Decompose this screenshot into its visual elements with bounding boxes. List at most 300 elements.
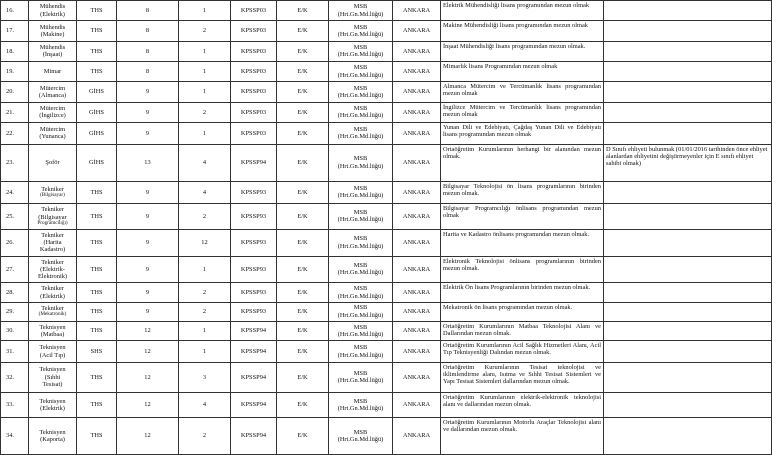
- institution-line: MSB: [353, 262, 368, 270]
- quota-count-cell: 2: [179, 283, 231, 302]
- city-cell: ANKARA: [393, 362, 441, 392]
- institution-line: MSB: [353, 235, 368, 243]
- city-cell: ANKARA: [393, 283, 441, 302]
- grade-cell: 9: [117, 122, 179, 144]
- institution-line: (Hrt.Gn.Md.lüğü): [337, 435, 384, 443]
- gender-cell: E/K: [277, 362, 329, 392]
- institution-cell: [329, 144, 393, 181]
- class-code-cell: GİHS: [77, 122, 117, 144]
- gender-cell: E/K: [277, 1, 329, 21]
- institution-line: (Hrt.Gn.Md.lüğü): [337, 10, 384, 18]
- row-number-cell: 21.: [1, 102, 29, 122]
- position-title-cell: [29, 283, 77, 302]
- position-title-cell: [29, 321, 77, 341]
- grade-cell: 8: [117, 61, 179, 81]
- position-title-cell: [29, 102, 77, 122]
- gender-cell: E/K: [277, 229, 329, 256]
- position-title-cell: [29, 61, 77, 81]
- institution-line: (Hrt.Gn.Md.lüğü): [337, 133, 384, 141]
- position-title-line: (İnşaat): [42, 51, 63, 59]
- position-title-line: Teknisyen: [39, 366, 66, 374]
- table-row: [1, 229, 772, 256]
- position-title-line: (Bilgisayar: [38, 213, 67, 221]
- position-title-line: (Yunanca): [39, 133, 66, 141]
- quota-count-cell: 4: [179, 144, 231, 181]
- position-title-cell: [29, 181, 77, 204]
- gender-cell: E/K: [277, 321, 329, 341]
- table-row: [1, 21, 772, 41]
- institution-cell: [329, 256, 393, 283]
- grade-cell: 8: [117, 41, 179, 61]
- city-cell: ANKARA: [393, 321, 441, 341]
- row-number-cell: 32.: [1, 362, 29, 392]
- grade-cell: 12: [117, 341, 179, 363]
- grade-cell: 13: [117, 144, 179, 181]
- gender-cell: E/K: [277, 61, 329, 81]
- institution-line: (Hrt.Gn.Md.lüğü): [337, 112, 384, 120]
- institution-line: (Hrt.Gn.Md.lüğü): [337, 30, 384, 38]
- table-row: [1, 417, 772, 454]
- institution-line: (Hrt.Gn.Md.lüğü): [337, 71, 384, 79]
- institution-line: (Hrt.Gn.Md.lüğü): [337, 51, 384, 59]
- quota-count-cell: 3: [179, 362, 231, 392]
- city-cell: ANKARA: [393, 392, 441, 417]
- institution-cell: [329, 283, 393, 302]
- institution-line: (Hrt.Gn.Md.lüğü): [337, 377, 384, 385]
- extra-note-cell: [604, 417, 772, 454]
- table-row: [1, 283, 772, 302]
- class-code-cell: THS: [77, 392, 117, 417]
- institution-cell: [329, 321, 393, 341]
- institution-cell: [329, 392, 393, 417]
- institution-line: (Hrt.Gn.Md.lüğü): [337, 162, 384, 170]
- exam-score-type-cell: KPSSP03: [231, 102, 277, 122]
- requirement-text-cell: Yunan Dili ve Edebiyatı, Çağdaş Yunan Dili ve Edebiyatı lisans programından mezun olmak: [441, 122, 604, 144]
- quota-count-cell: 2: [179, 102, 231, 122]
- gender-cell: E/K: [277, 21, 329, 41]
- position-title-line: Tekniker: [41, 206, 64, 214]
- requirement-text-cell: Mekatronik ön lisans programından mezun olmak.: [441, 302, 604, 321]
- grade-cell: 9: [117, 229, 179, 256]
- city-cell: ANKARA: [393, 1, 441, 21]
- position-title-line: Mühendis: [39, 23, 66, 31]
- position-title-cell: [29, 41, 77, 61]
- exam-score-type-cell: KPSSP94: [231, 321, 277, 341]
- row-number-cell: 26.: [1, 229, 29, 256]
- city-cell: ANKARA: [393, 122, 441, 144]
- position-title-cell: [29, 362, 77, 392]
- position-title-line: (Acil Tıp): [39, 351, 66, 359]
- row-number-cell: 22.: [1, 122, 29, 144]
- requirement-text-cell: İngilizce Mütercim ve Tercümanlık lisans programından mezun olmak: [441, 102, 604, 122]
- position-title-line: Tekniker: [41, 231, 64, 239]
- position-title-line: Teknisyen: [39, 344, 66, 352]
- institution-line: MSB: [353, 344, 368, 352]
- position-title-line: (Elektrik): [40, 10, 65, 18]
- institution-cell: [329, 362, 393, 392]
- row-number-cell: 25.: [1, 204, 29, 229]
- class-code-cell: THS: [77, 302, 117, 321]
- class-code-cell: GİHS: [77, 82, 117, 102]
- class-code-cell: THS: [77, 417, 117, 454]
- institution-line: (Hrt.Gn.Md.lüğü): [337, 311, 384, 319]
- quota-count-cell: 1: [179, 122, 231, 144]
- position-title-line: Teknisyen: [39, 323, 66, 331]
- institution-line: MSB: [353, 323, 368, 331]
- city-cell: ANKARA: [393, 204, 441, 229]
- requirement-text-cell: Elektrik Mühendisliği lisans programından mezun olmak: [441, 1, 604, 21]
- table-row: [1, 102, 772, 122]
- position-title-line: (Elektrik): [40, 404, 65, 412]
- extra-note-cell: [604, 321, 772, 341]
- row-number-cell: 34.: [1, 417, 29, 454]
- requirement-text-cell: Elektrik Ön lisans Programlarının birinden mezun olmak.: [441, 283, 604, 302]
- extra-note-cell: [604, 229, 772, 256]
- class-code-cell: THS: [77, 21, 117, 41]
- exam-score-type-cell: KPSSP94: [231, 417, 277, 454]
- city-cell: ANKARA: [393, 181, 441, 204]
- position-title-line: (Elektrik-: [40, 265, 65, 273]
- extra-note-cell: [604, 341, 772, 363]
- quota-count-cell: 2: [179, 204, 231, 229]
- institution-line: (Hrt.Gn.Md.lüğü): [337, 242, 384, 250]
- institution-line: MSB: [353, 428, 368, 436]
- position-title-line: (Harita: [43, 238, 62, 246]
- row-number-cell: 27.: [1, 256, 29, 283]
- city-cell: ANKARA: [393, 302, 441, 321]
- institution-line: MSB: [353, 44, 368, 52]
- gender-cell: E/K: [277, 417, 329, 454]
- position-title-line: Kadastro): [39, 246, 66, 254]
- exam-score-type-cell: KPSSP93: [231, 181, 277, 204]
- position-title-line: (Bilgisayar): [40, 192, 65, 199]
- gender-cell: E/K: [277, 392, 329, 417]
- position-title-line: Tekniker: [41, 258, 64, 266]
- table-row: [1, 82, 772, 102]
- requirement-text-cell: Harita ve Kadastro önlisans programından mezun olmak.: [441, 229, 604, 256]
- grade-cell: 12: [117, 417, 179, 454]
- institution-line: (Hrt.Gn.Md.lüğü): [337, 192, 384, 200]
- position-title-line: Tekniker: [41, 185, 64, 193]
- institution-line: (Hrt.Gn.Md.lüğü): [337, 351, 384, 359]
- city-cell: ANKARA: [393, 417, 441, 454]
- position-title-cell: [29, 341, 77, 363]
- table-row: [1, 392, 772, 417]
- gender-cell: E/K: [277, 41, 329, 61]
- row-number-cell: 19.: [1, 61, 29, 81]
- class-code-cell: GİHS: [77, 102, 117, 122]
- extra-note-cell: [604, 302, 772, 321]
- row-number-cell: 28.: [1, 283, 29, 302]
- position-title-line: (İngilizce): [39, 112, 66, 120]
- row-number-cell: 20.: [1, 82, 29, 102]
- institution-line: MSB: [353, 304, 368, 312]
- exam-score-type-cell: KPSSP03: [231, 61, 277, 81]
- institution-line: (Hrt.Gn.Md.lüğü): [337, 91, 384, 99]
- institution-line: MSB: [353, 185, 368, 193]
- position-title-line: (Elektrik): [40, 292, 65, 300]
- requirement-text-cell: Ortaöğretim Kurumlarının elektrik-elektronik teknolojisi alanı ve dallarından mezun olmak.: [441, 392, 604, 417]
- institution-cell: [329, 21, 393, 41]
- position-title-cell: [29, 144, 77, 181]
- class-code-cell: THS: [77, 321, 117, 341]
- requirement-text-cell: Ortaöğretim Kurumlarının Acil Sağlık Hizmetleri Alanı, Acil Tıp Teknisyenliği Dalından mezun olmak.: [441, 341, 604, 363]
- institution-line: MSB: [353, 105, 368, 113]
- city-cell: ANKARA: [393, 21, 441, 41]
- gender-cell: E/K: [277, 102, 329, 122]
- table-row: [1, 321, 772, 341]
- institution-line: MSB: [353, 84, 368, 92]
- city-cell: ANKARA: [393, 61, 441, 81]
- exam-score-type-cell: KPSSP94: [231, 392, 277, 417]
- row-number-cell: 24.: [1, 181, 29, 204]
- requirement-text-cell: Ortaöğretim Kurumlarının herhangi bir alanından mezun olmak.: [441, 144, 604, 181]
- class-code-cell: THS: [77, 181, 117, 204]
- grade-cell: 12: [117, 362, 179, 392]
- table-row: [1, 41, 772, 61]
- position-title-line: Programcılığı): [37, 219, 68, 226]
- requirement-text-cell: İnşaat Mühendisliği lisans programından mezun olmak.: [441, 41, 604, 61]
- quota-count-cell: 1: [179, 256, 231, 283]
- position-title-line: (Kaporta): [40, 435, 65, 443]
- extra-note-cell: [604, 61, 772, 81]
- gender-cell: E/K: [277, 302, 329, 321]
- grade-cell: 12: [117, 392, 179, 417]
- position-title-cell: [29, 122, 77, 144]
- exam-score-type-cell: KPSSP94: [231, 362, 277, 392]
- requirement-text-cell: Bilgisayar Programcılığı önlisans programından mezun olmak: [441, 204, 604, 229]
- quota-count-cell: 2: [179, 417, 231, 454]
- institution-cell: [329, 61, 393, 81]
- institution-line: (Hrt.Gn.Md.lüğü): [337, 404, 384, 412]
- position-title-cell: [29, 229, 77, 256]
- extra-note-cell: [604, 362, 772, 392]
- quota-count-cell: 1: [179, 41, 231, 61]
- institution-cell: [329, 1, 393, 21]
- class-code-cell: THS: [77, 283, 117, 302]
- class-code-cell: THS: [77, 61, 117, 81]
- quota-count-cell: 4: [179, 392, 231, 417]
- institution-cell: [329, 302, 393, 321]
- gender-cell: E/K: [277, 181, 329, 204]
- extra-note-cell: [604, 82, 772, 102]
- quota-count-cell: 12: [179, 229, 231, 256]
- institution-line: MSB: [353, 285, 368, 293]
- extra-note-cell: [604, 283, 772, 302]
- position-title-line: Mütercim: [39, 126, 66, 134]
- extra-note-cell: [604, 122, 772, 144]
- grade-cell: 12: [117, 321, 179, 341]
- row-number-cell: 29.: [1, 302, 29, 321]
- exam-score-type-cell: KPSSP03: [231, 1, 277, 21]
- requirement-text-cell: Ortaöğretim Kurumlarının Tesisat teknolojisi ve iklimlendirme alanı, Isıtma ve Sıhhi Tesisat Sistemleri ve Yapı Tesisat Sistemleri dallarından mezun olmak.: [441, 362, 604, 392]
- exam-score-type-cell: KPSSP03: [231, 21, 277, 41]
- quota-count-cell: 2: [179, 21, 231, 41]
- row-number-cell: 33.: [1, 392, 29, 417]
- position-title-line: Teknisyen: [39, 397, 66, 405]
- city-cell: ANKARA: [393, 82, 441, 102]
- table-row: [1, 341, 772, 363]
- exam-score-type-cell: KPSSP03: [231, 122, 277, 144]
- position-title-line: Mütercim: [39, 105, 66, 113]
- institution-cell: [329, 82, 393, 102]
- grade-cell: 9: [117, 181, 179, 204]
- institution-line: (Hrt.Gn.Md.lüğü): [337, 330, 384, 338]
- institution-line: MSB: [353, 23, 368, 31]
- extra-note-cell: [604, 181, 772, 204]
- institution-cell: [329, 341, 393, 363]
- extra-note-cell: [604, 392, 772, 417]
- city-cell: ANKARA: [393, 41, 441, 61]
- position-title-cell: [29, 21, 77, 41]
- gender-cell: E/K: [277, 144, 329, 181]
- institution-cell: [329, 102, 393, 122]
- quota-count-cell: 1: [179, 82, 231, 102]
- institution-line: MSB: [353, 397, 368, 405]
- exam-score-type-cell: KPSSP93: [231, 283, 277, 302]
- table-row: [1, 302, 772, 321]
- exam-score-type-cell: KPSSP03: [231, 82, 277, 102]
- extra-note-cell: D Sınıfı ehliyeti bulunmak (01/01/2016 tarihinden önce ehliyet alanlardan ehliyetini değiştirmeyenler için E sınıfı ehliyet sahibi olmak): [604, 144, 772, 181]
- grade-cell: 9: [117, 204, 179, 229]
- requirement-text-cell: Ortaöğretim Kurumlarının Matbaa Teknolojisi Alanı ve Dallarından mezun olmak.: [441, 321, 604, 341]
- position-title-cell: [29, 256, 77, 283]
- institution-cell: [329, 122, 393, 144]
- quota-count-cell: 2: [179, 302, 231, 321]
- position-title-cell: [29, 82, 77, 102]
- class-code-cell: THS: [77, 41, 117, 61]
- row-number-cell: 18.: [1, 41, 29, 61]
- table-row: [1, 362, 772, 392]
- institution-cell: [329, 417, 393, 454]
- position-title-line: Mütercim: [39, 84, 66, 92]
- requirement-text-cell: Elektronik Teknolojisi önlisans programlarının birinden mezun olmak.: [441, 256, 604, 283]
- extra-note-cell: [604, 204, 772, 229]
- row-number-cell: 23.: [1, 144, 29, 181]
- institution-cell: [329, 229, 393, 256]
- exam-score-type-cell: KPSSP94: [231, 144, 277, 181]
- grade-cell: 8: [117, 1, 179, 21]
- position-title-line: Mimar: [43, 68, 62, 76]
- table-row: [1, 181, 772, 204]
- quota-count-cell: 1: [179, 61, 231, 81]
- quota-count-cell: 1: [179, 1, 231, 21]
- institution-cell: [329, 181, 393, 204]
- city-cell: ANKARA: [393, 102, 441, 122]
- position-title-line: (Makine): [40, 30, 65, 38]
- extra-note-cell: [604, 1, 772, 21]
- city-cell: ANKARA: [393, 229, 441, 256]
- position-title-line: Tekniker: [41, 285, 64, 293]
- position-title-line: Mühendis: [39, 3, 66, 11]
- quota-count-cell: 1: [179, 321, 231, 341]
- grade-cell: 9: [117, 256, 179, 283]
- table-row: [1, 122, 772, 144]
- exam-score-type-cell: KPSSP93: [231, 229, 277, 256]
- class-code-cell: THS: [77, 204, 117, 229]
- position-title-line: Elektronik): [37, 273, 68, 281]
- position-title-line: Şoför: [45, 158, 60, 166]
- extra-note-cell: [604, 41, 772, 61]
- class-code-cell: THS: [77, 362, 117, 392]
- class-code-cell: THS: [77, 1, 117, 21]
- table-row: [1, 61, 772, 81]
- position-title-cell: [29, 392, 77, 417]
- grade-cell: 9: [117, 102, 179, 122]
- row-number-cell: 17.: [1, 21, 29, 41]
- position-title-line: (Almanca): [38, 91, 67, 99]
- extra-note-cell: [604, 256, 772, 283]
- position-title-line: Mühendis: [39, 44, 66, 52]
- institution-line: MSB: [353, 3, 368, 11]
- institution-line: MSB: [353, 209, 368, 217]
- institution-line: (Hrt.Gn.Md.lüğü): [337, 269, 384, 277]
- exam-score-type-cell: KPSSP94: [231, 341, 277, 363]
- position-title-line: Tekniker: [41, 305, 64, 313]
- table-row: [1, 1, 772, 21]
- class-code-cell: THS: [77, 229, 117, 256]
- gender-cell: E/K: [277, 283, 329, 302]
- city-cell: ANKARA: [393, 256, 441, 283]
- quota-count-cell: 4: [179, 181, 231, 204]
- table-row: [1, 144, 772, 181]
- gender-cell: E/K: [277, 341, 329, 363]
- institution-cell: [329, 41, 393, 61]
- position-title-line: (Mekatronik): [38, 311, 67, 318]
- requirement-text-cell: Makine Mühendisliği lisans programından mezun olmak: [441, 21, 604, 41]
- quota-count-cell: 1: [179, 341, 231, 363]
- position-title-cell: [29, 417, 77, 454]
- position-title-cell: [29, 302, 77, 321]
- exam-score-type-cell: KPSSP93: [231, 256, 277, 283]
- position-title-line: Teknisyen: [39, 428, 66, 436]
- gender-cell: E/K: [277, 82, 329, 102]
- gender-cell: E/K: [277, 204, 329, 229]
- class-code-cell: THS: [77, 256, 117, 283]
- city-cell: ANKARA: [393, 341, 441, 363]
- extra-note-cell: [604, 21, 772, 41]
- city-cell: ANKARA: [393, 144, 441, 181]
- institution-line: MSB: [353, 64, 368, 72]
- exam-score-type-cell: KPSSP03: [231, 41, 277, 61]
- grade-cell: 9: [117, 283, 179, 302]
- class-code-cell: SHS: [77, 341, 117, 363]
- position-title-cell: [29, 1, 77, 21]
- extra-note-cell: [604, 102, 772, 122]
- institution-line: MSB: [353, 126, 368, 134]
- gender-cell: E/K: [277, 122, 329, 144]
- requirement-text-cell: Ortaöğretim Kurumlarının Motorlu Araçlar Teknolojisi alanı ve dallarından mezun olmak.: [441, 417, 604, 454]
- institution-line: MSB: [353, 155, 368, 163]
- row-number-cell: 30.: [1, 321, 29, 341]
- grade-cell: 9: [117, 302, 179, 321]
- requirement-text-cell: Mimarlık lisans Programından mezun olmak: [441, 61, 604, 81]
- exam-score-type-cell: KPSSP93: [231, 302, 277, 321]
- gender-cell: E/K: [277, 256, 329, 283]
- requirement-text-cell: Almanca Mütercim ve Tercümanlık lisans programından mezun olmak: [441, 82, 604, 102]
- class-code-cell: GİHS: [77, 144, 117, 181]
- row-number-cell: 31.: [1, 341, 29, 363]
- position-title-line: Tesisat): [42, 380, 63, 388]
- position-title-line: (Matbaa): [40, 330, 65, 338]
- institution-line: (Hrt.Gn.Md.lüğü): [337, 292, 384, 300]
- position-title-line: (Sıhhi: [44, 373, 61, 381]
- grade-cell: 8: [117, 21, 179, 41]
- grade-cell: 9: [117, 82, 179, 102]
- table-row: [1, 204, 772, 229]
- requirement-text-cell: Bilgisayar Teknolojisi ön lisans programlarının birinden mezun olmak.: [441, 181, 604, 204]
- institution-cell: [329, 204, 393, 229]
